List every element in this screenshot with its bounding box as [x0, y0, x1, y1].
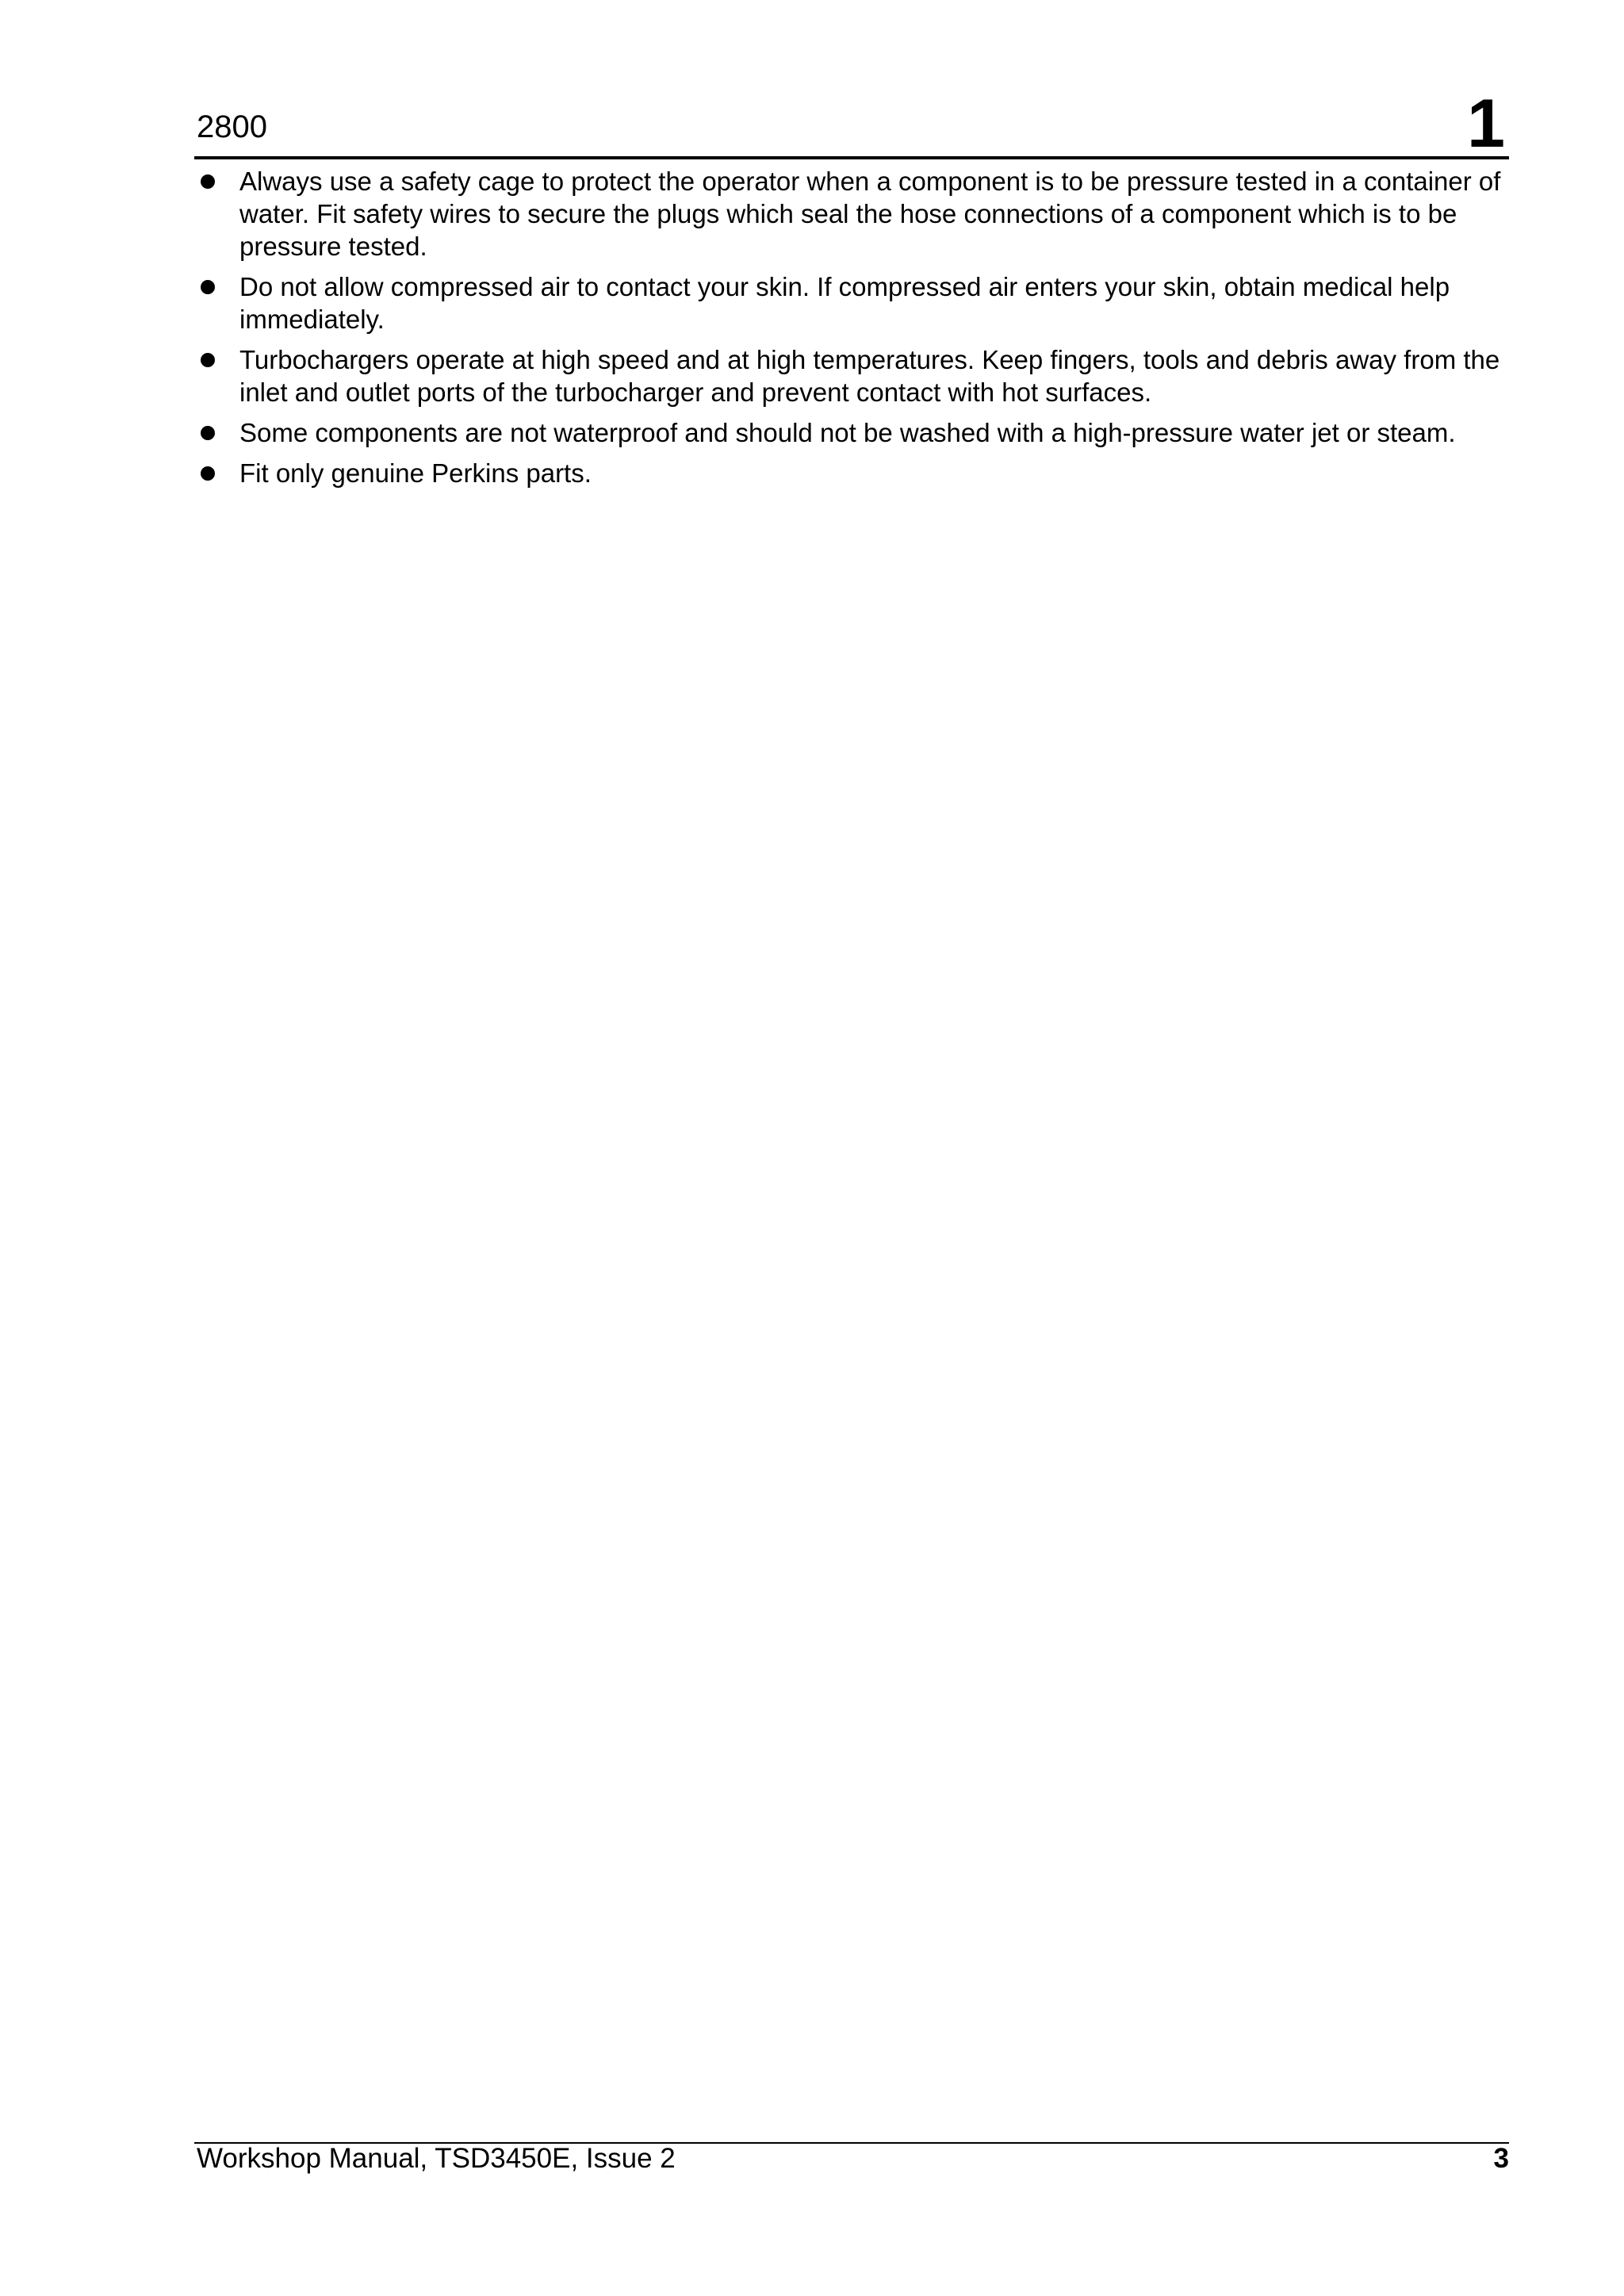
list-item	[197, 416, 1513, 449]
header-model-number: 2800	[197, 109, 267, 144]
list-item-text: Do not allow compressed air to contact your skin. If compressed air enters your skin, obtain medical help immediately.	[239, 272, 1450, 334]
safety-bullet-list	[197, 165, 1513, 497]
bullet-icon	[201, 426, 215, 440]
list-item-text: Fit only genuine Perkins parts.	[239, 458, 592, 488]
header-divider	[194, 156, 1509, 159]
list-item-text: Always use a safety cage to protect the operator when a component is to be pressure tested in a container of water. Fit safety wires to secure the plugs which seal the hose connections of a component which is to be pressure tested.	[239, 167, 1501, 261]
list-item	[197, 457, 1513, 489]
list-item	[197, 165, 1513, 263]
list-item	[197, 343, 1513, 408]
list-item-text: Some components are not waterproof and should not be washed with a high-pressure water jet or steam.	[239, 418, 1456, 447]
list-item-text: Turbochargers operate at high speed and at high temperatures. Keep fingers, tools and debris away from the inlet and outlet ports of the turbocharger and prevent contact with hot surfaces.	[239, 345, 1500, 407]
bullet-icon	[201, 280, 215, 294]
list-item	[197, 270, 1513, 335]
footer-page-number: 3	[1493, 2143, 1509, 2174]
bullet-icon	[201, 466, 215, 481]
footer-manual-title: Workshop Manual, TSD3450E, Issue 2	[197, 2143, 676, 2174]
header-chapter-number: 1	[1467, 86, 1505, 162]
bullet-icon	[201, 353, 215, 367]
bullet-icon	[201, 174, 215, 189]
